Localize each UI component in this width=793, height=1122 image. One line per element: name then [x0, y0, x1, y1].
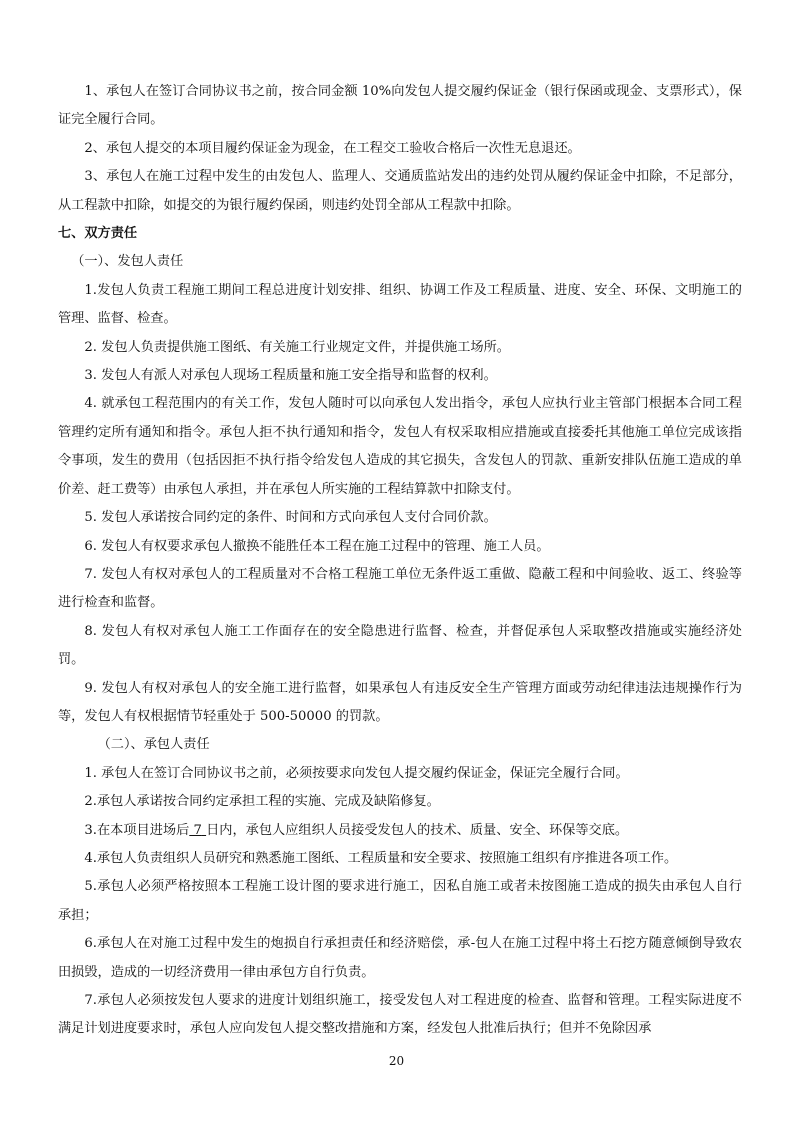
subsection-heading-contractor: （二）、承包人责任 — [97, 737, 210, 753]
contractor-item-5: 5.承包人必须严格按照本工程施工设计图的要求进行施工，因私自施工或者未按图施工造成的损失由承包人自行承担； — [58, 879, 742, 923]
employer-item-9: 9. 发包人有权对承包人的安全施工进行监督，如果承包人有违反安全生产管理方面或劳动纪律违法违规操作行为等，发包人有权根据情节轻重处于 500-50000 的罚款。 — [58, 680, 742, 724]
employer-item-8: 8. 发包人有权对承包人施工工作面存在的安全隐患进行监督、检查，并督促承包人采取整改措施或实施经济处罚。 — [58, 623, 742, 668]
contractor-item-3-after: 日内，承包人应组织人员接受发包人的技术、质量、安全、环保等交底。 — [206, 822, 629, 838]
page-number: 20 — [388, 1054, 405, 1068]
contractor-item-3-days-value: 7 — [193, 822, 202, 838]
paragraph-deposit-2: 2、承包人提交的本项目履约保证金为现金，在工程交工验收合格后一次性无息退还。 — [84, 140, 581, 156]
contractor-item-7: 7.承包人必须按发包人要求的进度计划组织施工，接受发包人对工程进度的检查、监督和管理。工程实际进度不满足计划进度要求时，承包人应向发包人提交整改措施和方案，经发包人批准后执行；但并不免除因承 — [58, 993, 742, 1037]
contractor-item-6: 6.承包人在对施工过程中发生的炮损自行承担责任和经济赔偿，承-包人在施工过程中将土石挖方随意倾倒导致农田损毁，造成的一切经济费用一律由承包方自行负责。 — [58, 936, 742, 980]
paragraph-deposit-3: 3、承包人在施工过程中发生的由发包人、监理人、交通质监站发出的违约处罚从履约保证金中扣除，不足部分，从工程款中扣除，如提交的为银行履约保函，则违约处罚全部从工程款中扣除。 — [58, 169, 742, 213]
employer-item-7: 7. 发包人有权对承包人的工程质量对不合格工程施工单位无条件返工重做、隐蔽工程和中间验收、返工、终验等进行检查和监督。 — [58, 566, 742, 611]
contractor-item-3 — [58, 817, 742, 845]
employer-item-3: 3. 发包人有派人对承包人现场工程质量和施工安全指导和监督的权利。 — [84, 368, 497, 384]
subsection-heading-employer: （一）、发包人责任 — [71, 254, 184, 270]
contractor-item-2: 2.承包人承诺按合同约定承担工程的实施、完成及缺陷修复。 — [84, 794, 440, 810]
employer-item-4: 4. 就承包工程范围内的有关工作，发包人随时可以向承包人发出指令，承包人应执行业主管部门根据本合同工程管理约定所有通知和指令。承包人拒不执行通知和指令，发包人有权采取相应措施或直接委托其他施工单位完成该指令事项，发生的费用（包括因拒不执行指令给发包人造成的其它损失，含发包人的罚款、重新安排队伍施工造成的单价差、赶工费等）由承包人承担，并在承包人所实施的工程结算款中扣除支付。 — [58, 396, 742, 497]
body-text — [58, 78, 742, 1044]
contractor-item-3-before: 3.在本项目进场后 — [84, 822, 190, 838]
employer-item-5: 5. 发包人承诺按合同约定的条件、时间和方式向承包人支付合同价款。 — [84, 510, 497, 526]
paragraph-deposit-1: 1、承包人在签订合同协议书之前，按合同金额 10%向发包人提交履约保证金（银行保函或现金、支票形式），保证完全履行合同。 — [58, 84, 742, 128]
employer-item-1: 1.发包人负责工程施工期间工程总进度计划安排、组织、协调工作及工程质量、进度、安全、环保、文明施工的管理、监督、检查。 — [58, 282, 742, 327]
employer-item-2: 2. 发包人负责提供施工图纸、有关施工行业规定文件，并提供施工场所。 — [84, 339, 510, 355]
section-heading-responsibilities: 七、双方责任 — [58, 226, 138, 242]
contractor-item-3-days — [189, 823, 206, 838]
employer-item-6: 6. 发包人有权要求承包人撤换不能胜任本工程在施工过程中的管理、施工人员。 — [84, 538, 550, 554]
contractor-item-1: 1. 承包人在签订合同协议书之前，必须按要求向发包人提交履约保证金，保证完全履行合同。 — [84, 765, 629, 781]
contractor-item-4: 4.承包人负责组织人员研究和熟悉施工图纸、工程质量和安全要求、按照施工组织有序推进各项工作。 — [84, 850, 678, 866]
